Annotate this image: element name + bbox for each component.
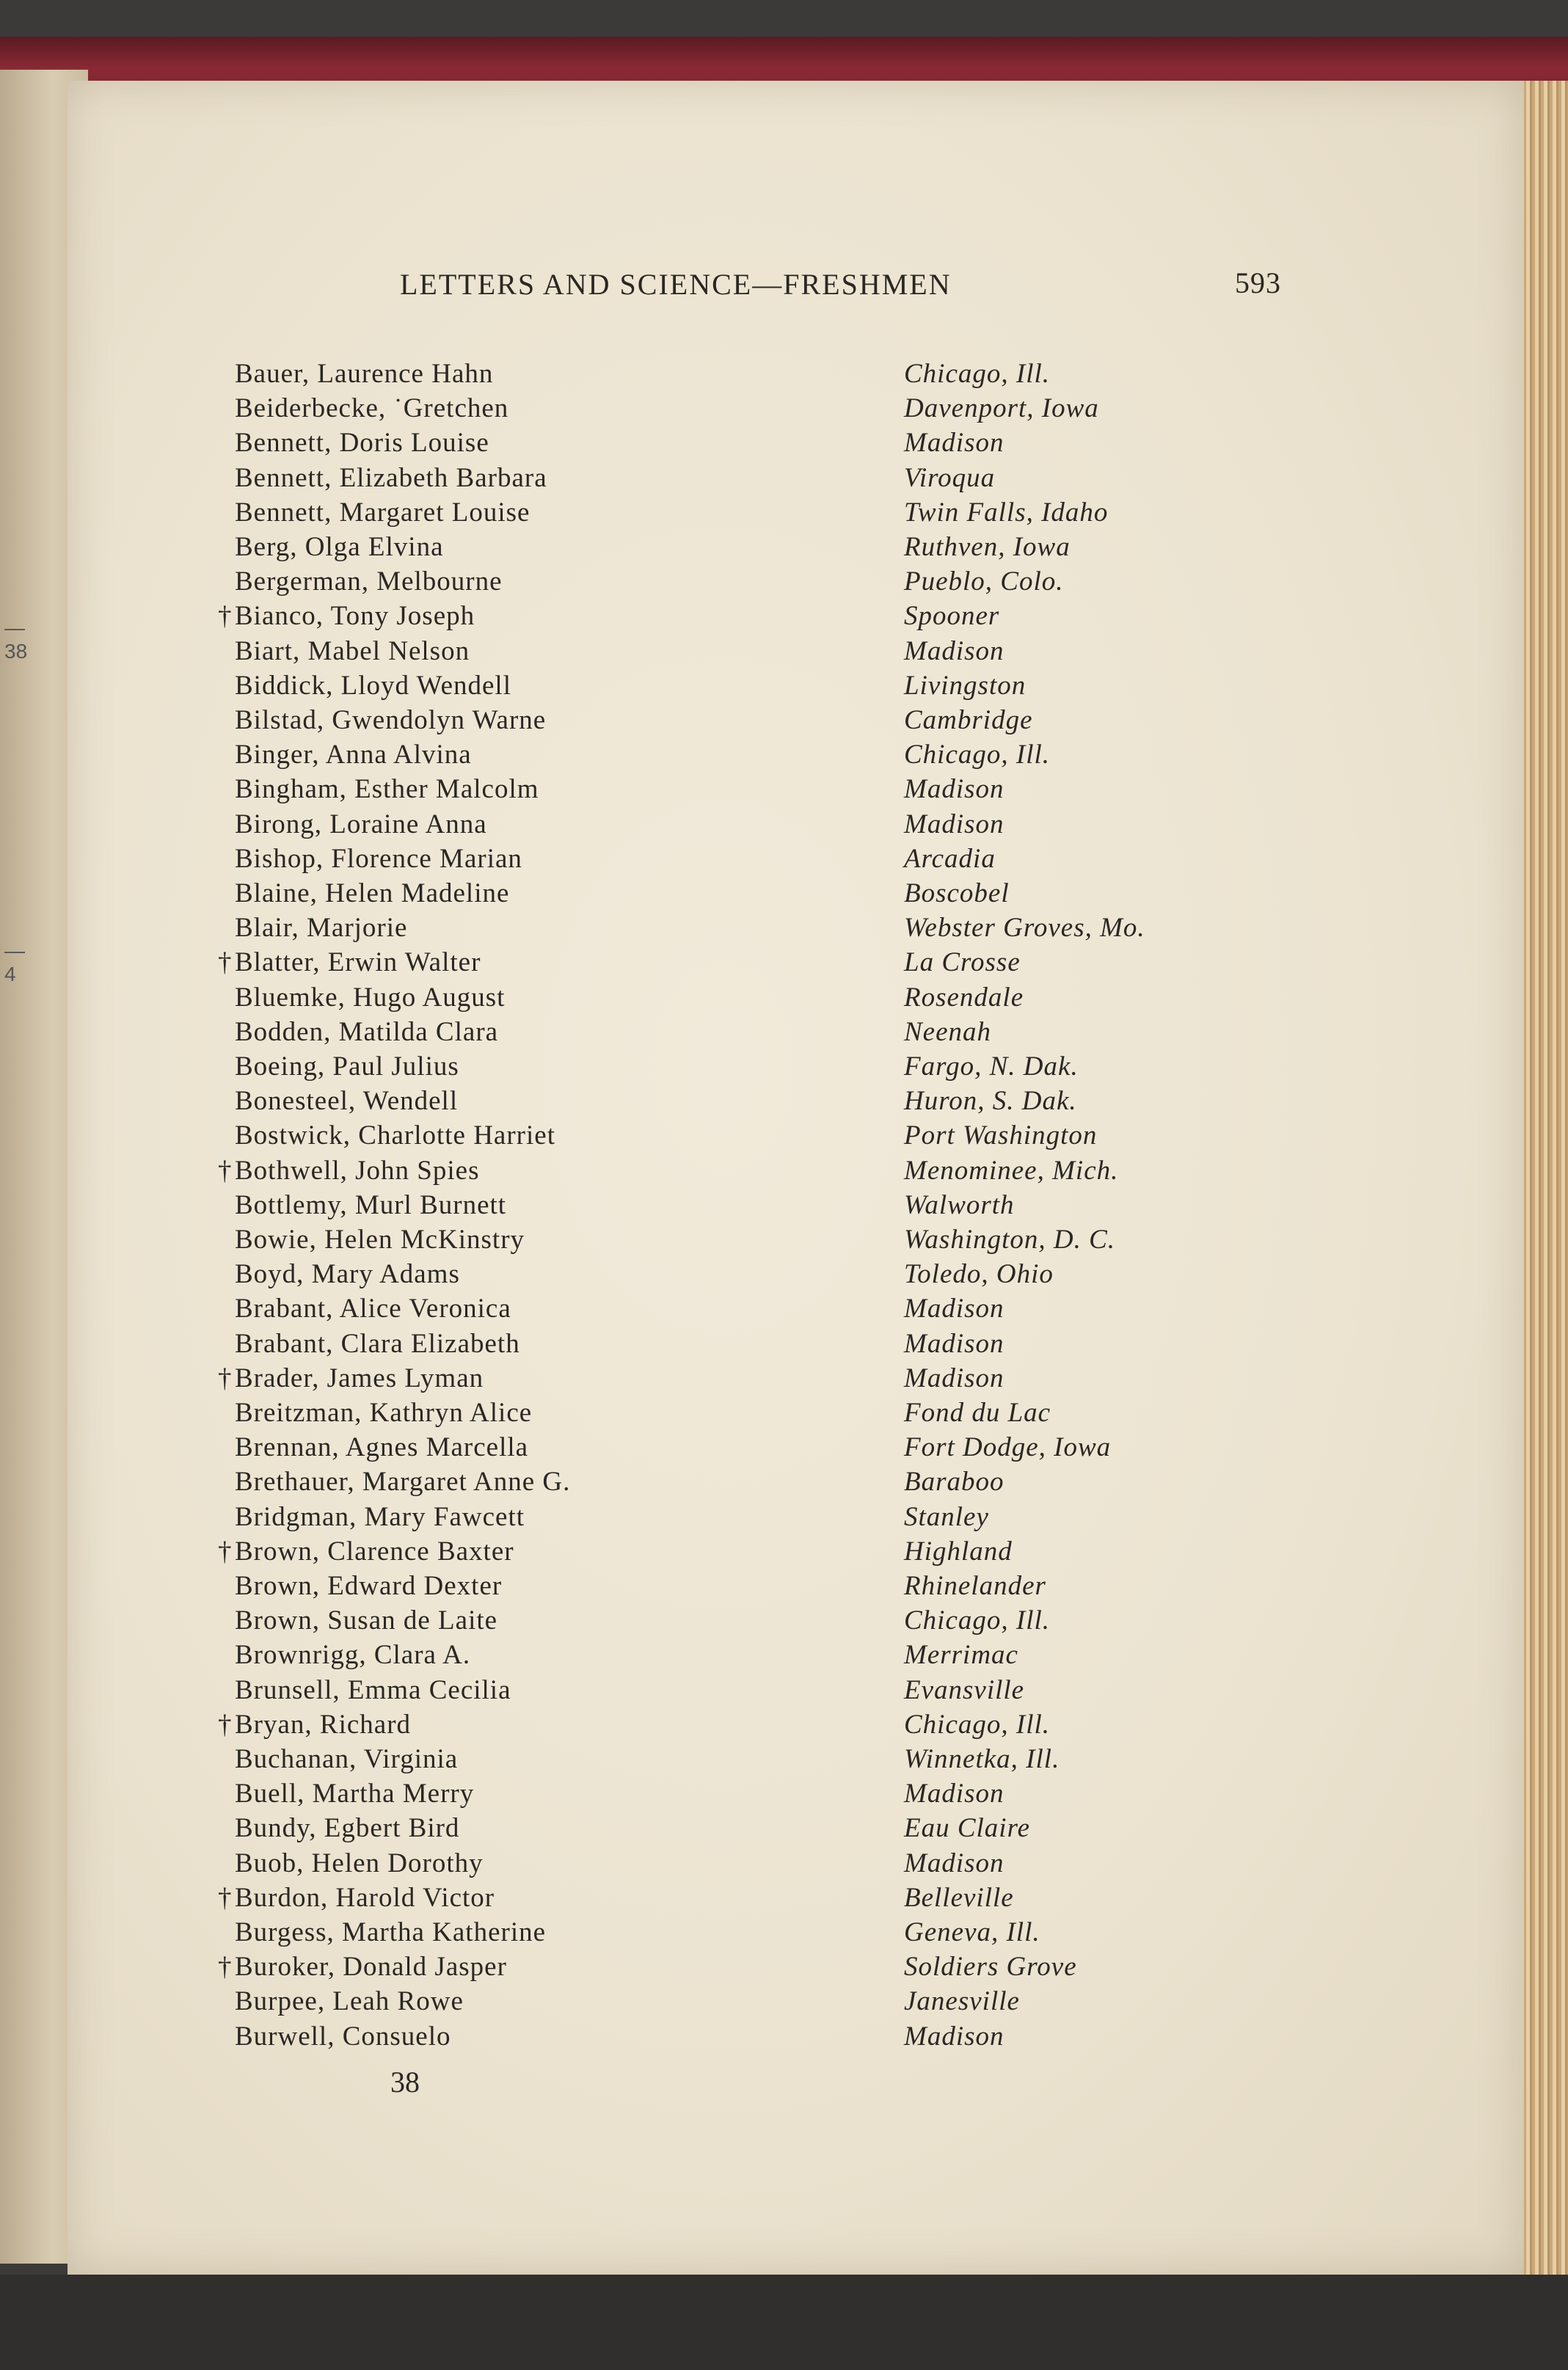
list-item: [0, 1603, 1568, 1638]
list-item: [0, 1638, 1568, 1672]
student-name: Burgess, Martha Katherine: [235, 1917, 547, 1947]
left-margin-mark: —38: [4, 616, 28, 663]
student-name: Bennett, Doris Louise: [235, 428, 489, 459]
hometown: Rosendale: [904, 982, 1024, 1013]
list-item: [0, 1534, 1568, 1569]
student-name: Blatter, Erwin Walter: [235, 947, 481, 978]
student-name: Bostwick, Charlotte Harriet: [235, 1120, 555, 1151]
hometown: Madison: [904, 1779, 1004, 1809]
list-item: [0, 1327, 1568, 1361]
hometown: Webster Groves, Mo.: [904, 913, 1145, 944]
student-name: Bottlemy, Murl Burnett: [235, 1189, 507, 1220]
student-name: Berg, Olga Elvina: [235, 532, 444, 562]
dagger-mark: †: [218, 601, 232, 632]
student-name: Brabant, Clara Elizabeth: [235, 1328, 520, 1359]
hometown: Madison: [904, 2021, 1004, 2052]
hometown: Geneva, Ill.: [904, 1917, 1040, 1947]
student-name: Buchanan, Virginia: [235, 1744, 459, 1774]
list-item: [0, 357, 1568, 391]
dagger-mark: †: [218, 1709, 232, 1740]
hometown: Chicago, Ill.: [904, 740, 1051, 770]
hometown: Boscobel: [904, 878, 1010, 908]
list-item: [0, 391, 1568, 426]
student-name: Bothwell, John Spies: [235, 1155, 480, 1186]
student-name: Buell, Martha Merry: [235, 1779, 475, 1809]
hometown: Evansville: [904, 1674, 1025, 1705]
dagger-mark: †: [218, 947, 232, 978]
signature-mark: 38: [390, 2065, 420, 2099]
hometown: Fort Dodge, Iowa: [904, 1432, 1112, 1463]
list-item: [0, 1465, 1568, 1499]
list-item: [0, 1049, 1568, 1084]
list-item: [0, 1222, 1568, 1257]
list-item: [0, 1984, 1568, 2019]
student-name: Boeing, Paul Julius: [235, 1051, 459, 1082]
hometown: Walworth: [904, 1189, 1015, 1220]
list-item: [0, 1500, 1568, 1534]
student-name: Beiderbecke, ˙Gretchen: [235, 393, 509, 424]
hometown: Toledo, Ohio: [904, 1259, 1054, 1290]
list-item: [0, 1257, 1568, 1291]
student-name: Bilstad, Gwendolyn Warne: [235, 705, 547, 735]
hometown: Neenah: [904, 1016, 992, 1047]
hometown: Pueblo, Colo.: [904, 566, 1064, 597]
running-head: LETTERS AND SCIENCE—FRESHMEN: [400, 268, 952, 301]
hometown: Janesville: [904, 1986, 1020, 2017]
list-item: [0, 1776, 1568, 1811]
student-name: Bauer, Laurence Hahn: [235, 359, 494, 389]
dagger-mark: †: [218, 1536, 232, 1567]
list-item: [0, 842, 1568, 876]
list-item: [0, 911, 1568, 945]
hometown: Madison: [904, 1848, 1004, 1878]
hometown: Port Washington: [904, 1120, 1098, 1151]
list-item: [0, 703, 1568, 737]
hometown: Twin Falls, Idaho: [904, 497, 1109, 528]
hometown: Viroqua: [904, 462, 996, 493]
hometown: Winnetka, Ill.: [904, 1744, 1060, 1774]
student-name: Bennett, Margaret Louise: [235, 497, 530, 528]
student-name: Bowie, Helen McKinstry: [235, 1225, 525, 1255]
student-name: Boyd, Mary Adams: [235, 1259, 460, 1290]
list-item: [0, 1881, 1568, 1915]
list-item: [0, 2019, 1568, 2054]
student-name: Buroker, Donald Jasper: [235, 1952, 507, 1983]
student-name: Bryan, Richard: [235, 1709, 412, 1740]
student-name: Brader, James Lyman: [235, 1363, 484, 1393]
hometown: Huron, S. Dak.: [904, 1086, 1077, 1117]
student-name: Bishop, Florence Marian: [235, 843, 522, 874]
student-name: Biart, Mabel Nelson: [235, 635, 470, 666]
list-item: [0, 945, 1568, 980]
hometown: Madison: [904, 428, 1004, 459]
list-item: [0, 1673, 1568, 1707]
list-item: [0, 807, 1568, 842]
student-name: Bluemke, Hugo August: [235, 982, 506, 1013]
hometown: Baraboo: [904, 1467, 1004, 1498]
list-item: [0, 668, 1568, 703]
dagger-mark: †: [218, 1155, 232, 1186]
student-name: Brethauer, Margaret Anne G.: [235, 1467, 571, 1498]
hometown: Fond du Lac: [904, 1398, 1051, 1428]
list-item: [0, 495, 1568, 530]
hometown: Eau Claire: [904, 1813, 1031, 1844]
student-name: Brennan, Agnes Marcella: [235, 1432, 529, 1463]
list-item: [0, 530, 1568, 564]
list-item: [0, 1118, 1568, 1153]
list-item: [0, 426, 1568, 460]
list-item: [0, 1361, 1568, 1396]
list-item: [0, 772, 1568, 806]
student-name: Bennett, Elizabeth Barbara: [235, 462, 547, 493]
hometown: Ruthven, Iowa: [904, 532, 1071, 562]
hometown: Cambridge: [904, 705, 1033, 735]
hometown: Highland: [904, 1536, 1013, 1567]
list-item: [0, 1396, 1568, 1430]
student-name: Bridgman, Mary Fawcett: [235, 1501, 525, 1532]
hometown: Madison: [904, 774, 1004, 805]
hometown: Washington, D. C.: [904, 1225, 1116, 1255]
hometown: Madison: [904, 1294, 1004, 1324]
list-item: [0, 1915, 1568, 1950]
hometown: Chicago, Ill.: [904, 1709, 1051, 1740]
dagger-mark: †: [218, 1882, 232, 1913]
hometown: Chicago, Ill.: [904, 1605, 1051, 1636]
list-item: [0, 1291, 1568, 1326]
list-item: [0, 1569, 1568, 1603]
hometown: Madison: [904, 635, 1004, 666]
hometown: Livingston: [904, 670, 1027, 701]
hometown: La Crosse: [904, 947, 1021, 978]
list-item: [0, 1430, 1568, 1465]
student-name: Bianco, Tony Joseph: [235, 601, 475, 632]
student-name: Brunsell, Emma Cecilia: [235, 1674, 511, 1705]
student-name: Burwell, Consuelo: [235, 2021, 451, 2052]
hometown: Madison: [904, 809, 1004, 839]
hometown: Madison: [904, 1363, 1004, 1393]
student-name: Biddick, Lloyd Wendell: [235, 670, 511, 701]
hometown: Belleville: [904, 1882, 1014, 1913]
list-item: [0, 1084, 1568, 1118]
list-item: [0, 1950, 1568, 1984]
hometown: Chicago, Ill.: [904, 359, 1051, 389]
list-item: [0, 1188, 1568, 1222]
hometown: Madison: [904, 1328, 1004, 1359]
student-name: Binger, Anna Alvina: [235, 740, 472, 770]
student-name: Blaine, Helen Madeline: [235, 878, 510, 908]
list-item: [0, 1846, 1568, 1881]
hometown: Stanley: [904, 1501, 989, 1532]
list-item: [0, 1742, 1568, 1776]
list-item: [0, 564, 1568, 599]
page-number: 593: [1235, 266, 1281, 299]
hometown: Merrimac: [904, 1640, 1018, 1671]
student-name: Brownrigg, Clara A.: [235, 1640, 471, 1671]
student-name: Burdon, Harold Victor: [235, 1882, 495, 1913]
hometown: Menominee, Mich.: [904, 1155, 1119, 1186]
student-name: Blair, Marjorie: [235, 913, 408, 944]
dagger-mark: †: [218, 1952, 232, 1983]
student-name: Brown, Edward Dexter: [235, 1571, 503, 1601]
hometown: Spooner: [904, 601, 1000, 632]
list-item: [0, 737, 1568, 772]
list-item: [0, 1153, 1568, 1188]
hometown: Soldiers Grove: [904, 1952, 1077, 1983]
dagger-mark: †: [218, 1363, 232, 1393]
student-name: Breitzman, Kathryn Alice: [235, 1398, 533, 1428]
hometown: Davenport, Iowa: [904, 393, 1099, 424]
student-name: Brown, Clarence Baxter: [235, 1536, 514, 1567]
list-item: [0, 1015, 1568, 1049]
student-name: Bundy, Egbert Bird: [235, 1813, 460, 1844]
list-item: [0, 876, 1568, 911]
list-item: [0, 461, 1568, 495]
student-name: Brabant, Alice Veronica: [235, 1294, 511, 1324]
list-item: [0, 599, 1568, 633]
student-name: Bonesteel, Wendell: [235, 1086, 459, 1117]
student-name: Birong, Loraine Anna: [235, 809, 487, 839]
student-name: Buob, Helen Dorothy: [235, 1848, 484, 1878]
hometown: Fargo, N. Dak.: [904, 1051, 1079, 1082]
student-name: Burpee, Leah Rowe: [235, 1986, 464, 2017]
list-item: [0, 634, 1568, 668]
list-item: [0, 980, 1568, 1015]
student-name: Bergerman, Melbourne: [235, 566, 503, 597]
left-margin-mark: —4: [4, 939, 25, 985]
student-name: Brown, Susan de Laite: [235, 1605, 498, 1636]
student-name: Bodden, Matilda Clara: [235, 1016, 499, 1047]
list-item: [0, 1811, 1568, 1845]
list-item: [0, 1707, 1568, 1742]
hometown: Arcadia: [904, 843, 996, 874]
student-name: Bingham, Esther Malcolm: [235, 774, 539, 805]
hometown: Rhinelander: [904, 1571, 1046, 1601]
